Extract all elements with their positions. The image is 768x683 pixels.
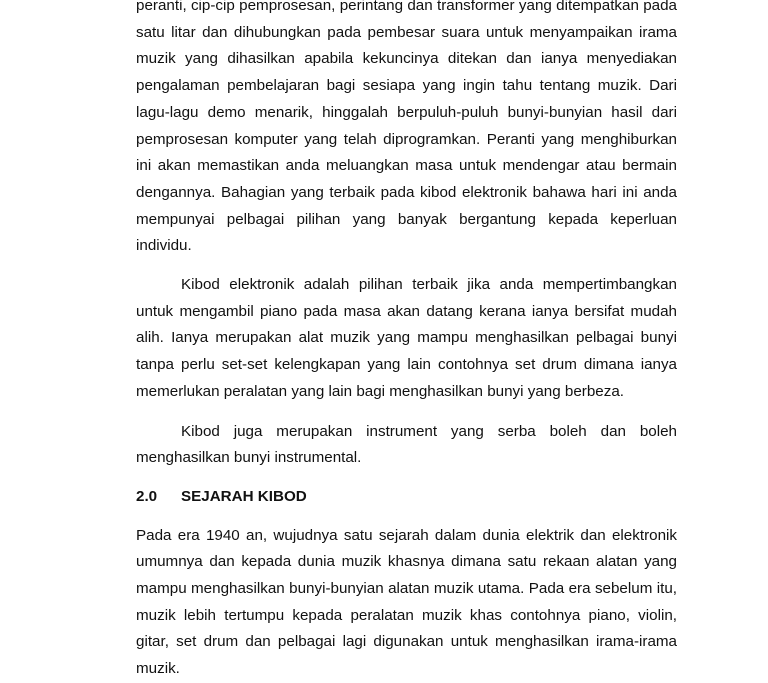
section-heading bbox=[136, 484, 677, 511]
document-page bbox=[136, 0, 677, 683]
paragraph-era-1940: Pada era 1940 an, wujudnya satu sejarah dalam dunia elektrik dan elektronik umumnya dan kepada dunia muzik khasnya dimana satu rekaan alatan yang mampu menghasilkan bunyi-bunyian alatan muzik utama. Pada era sebelum itu, muzik lebih tertumpu kepada peralatan muzik khas contohnya piano, violin, gitar, set drum dan pelbagai lagi digunakan untuk menghasilkan irama-irama muzik. bbox=[136, 526, 677, 678]
section-title: SEJARAH KIBOD bbox=[181, 487, 307, 505]
section-number: 2.0 bbox=[136, 487, 158, 505]
paragraph-kibod-serba-boleh: Kibod juga merupakan instrument yang serba boleh dan boleh menghasilkan bunyi instrumental. bbox=[136, 422, 677, 467]
paragraph-peranti: peranti, cip-cip pemprosesan, perintang dan transformer yang ditempatkan pada satu litar dan dihubungkan pada pembesar suara untuk menyampaikan irama muzik yang dihasilkan apabila kekuncinya ditekan dan ianya menyediakan pengalaman pembelajaran bagi sesiapa yang ingin tahu tentang muzik. Dari lagu-lagu demo menarik, hinggalah berpuluh-puluh bunyi-bunyian hasil dari pemprosesan komputer yang telah diprogramkan. Peranti yang menghiburkan ini akan memastikan anda meluangkan masa untuk mendengar atau bermain dengannya. Bahagian yang terbaik pada kibod elektronik bahawa hari ini anda mempunyai pelbagai pilihan yang banyak bergantung kepada keperluan individu. bbox=[136, 0, 677, 255]
paragraph-kibod-elektronik: Kibod elektronik adalah pilihan terbaik jika anda mempertimbangkan untuk mengambil piano pada masa akan datang kerana ianya bersifat mudah alih. Ianya merupakan alat muzik yang mampu menghasilkan pelbagai bunyi tanpa perlu set-set kelengkapan yang lain contohnya set drum dimana ianya memerlukan peralatan yang lain bagi menghasilkan bunyi yang berbeza. bbox=[136, 276, 677, 400]
